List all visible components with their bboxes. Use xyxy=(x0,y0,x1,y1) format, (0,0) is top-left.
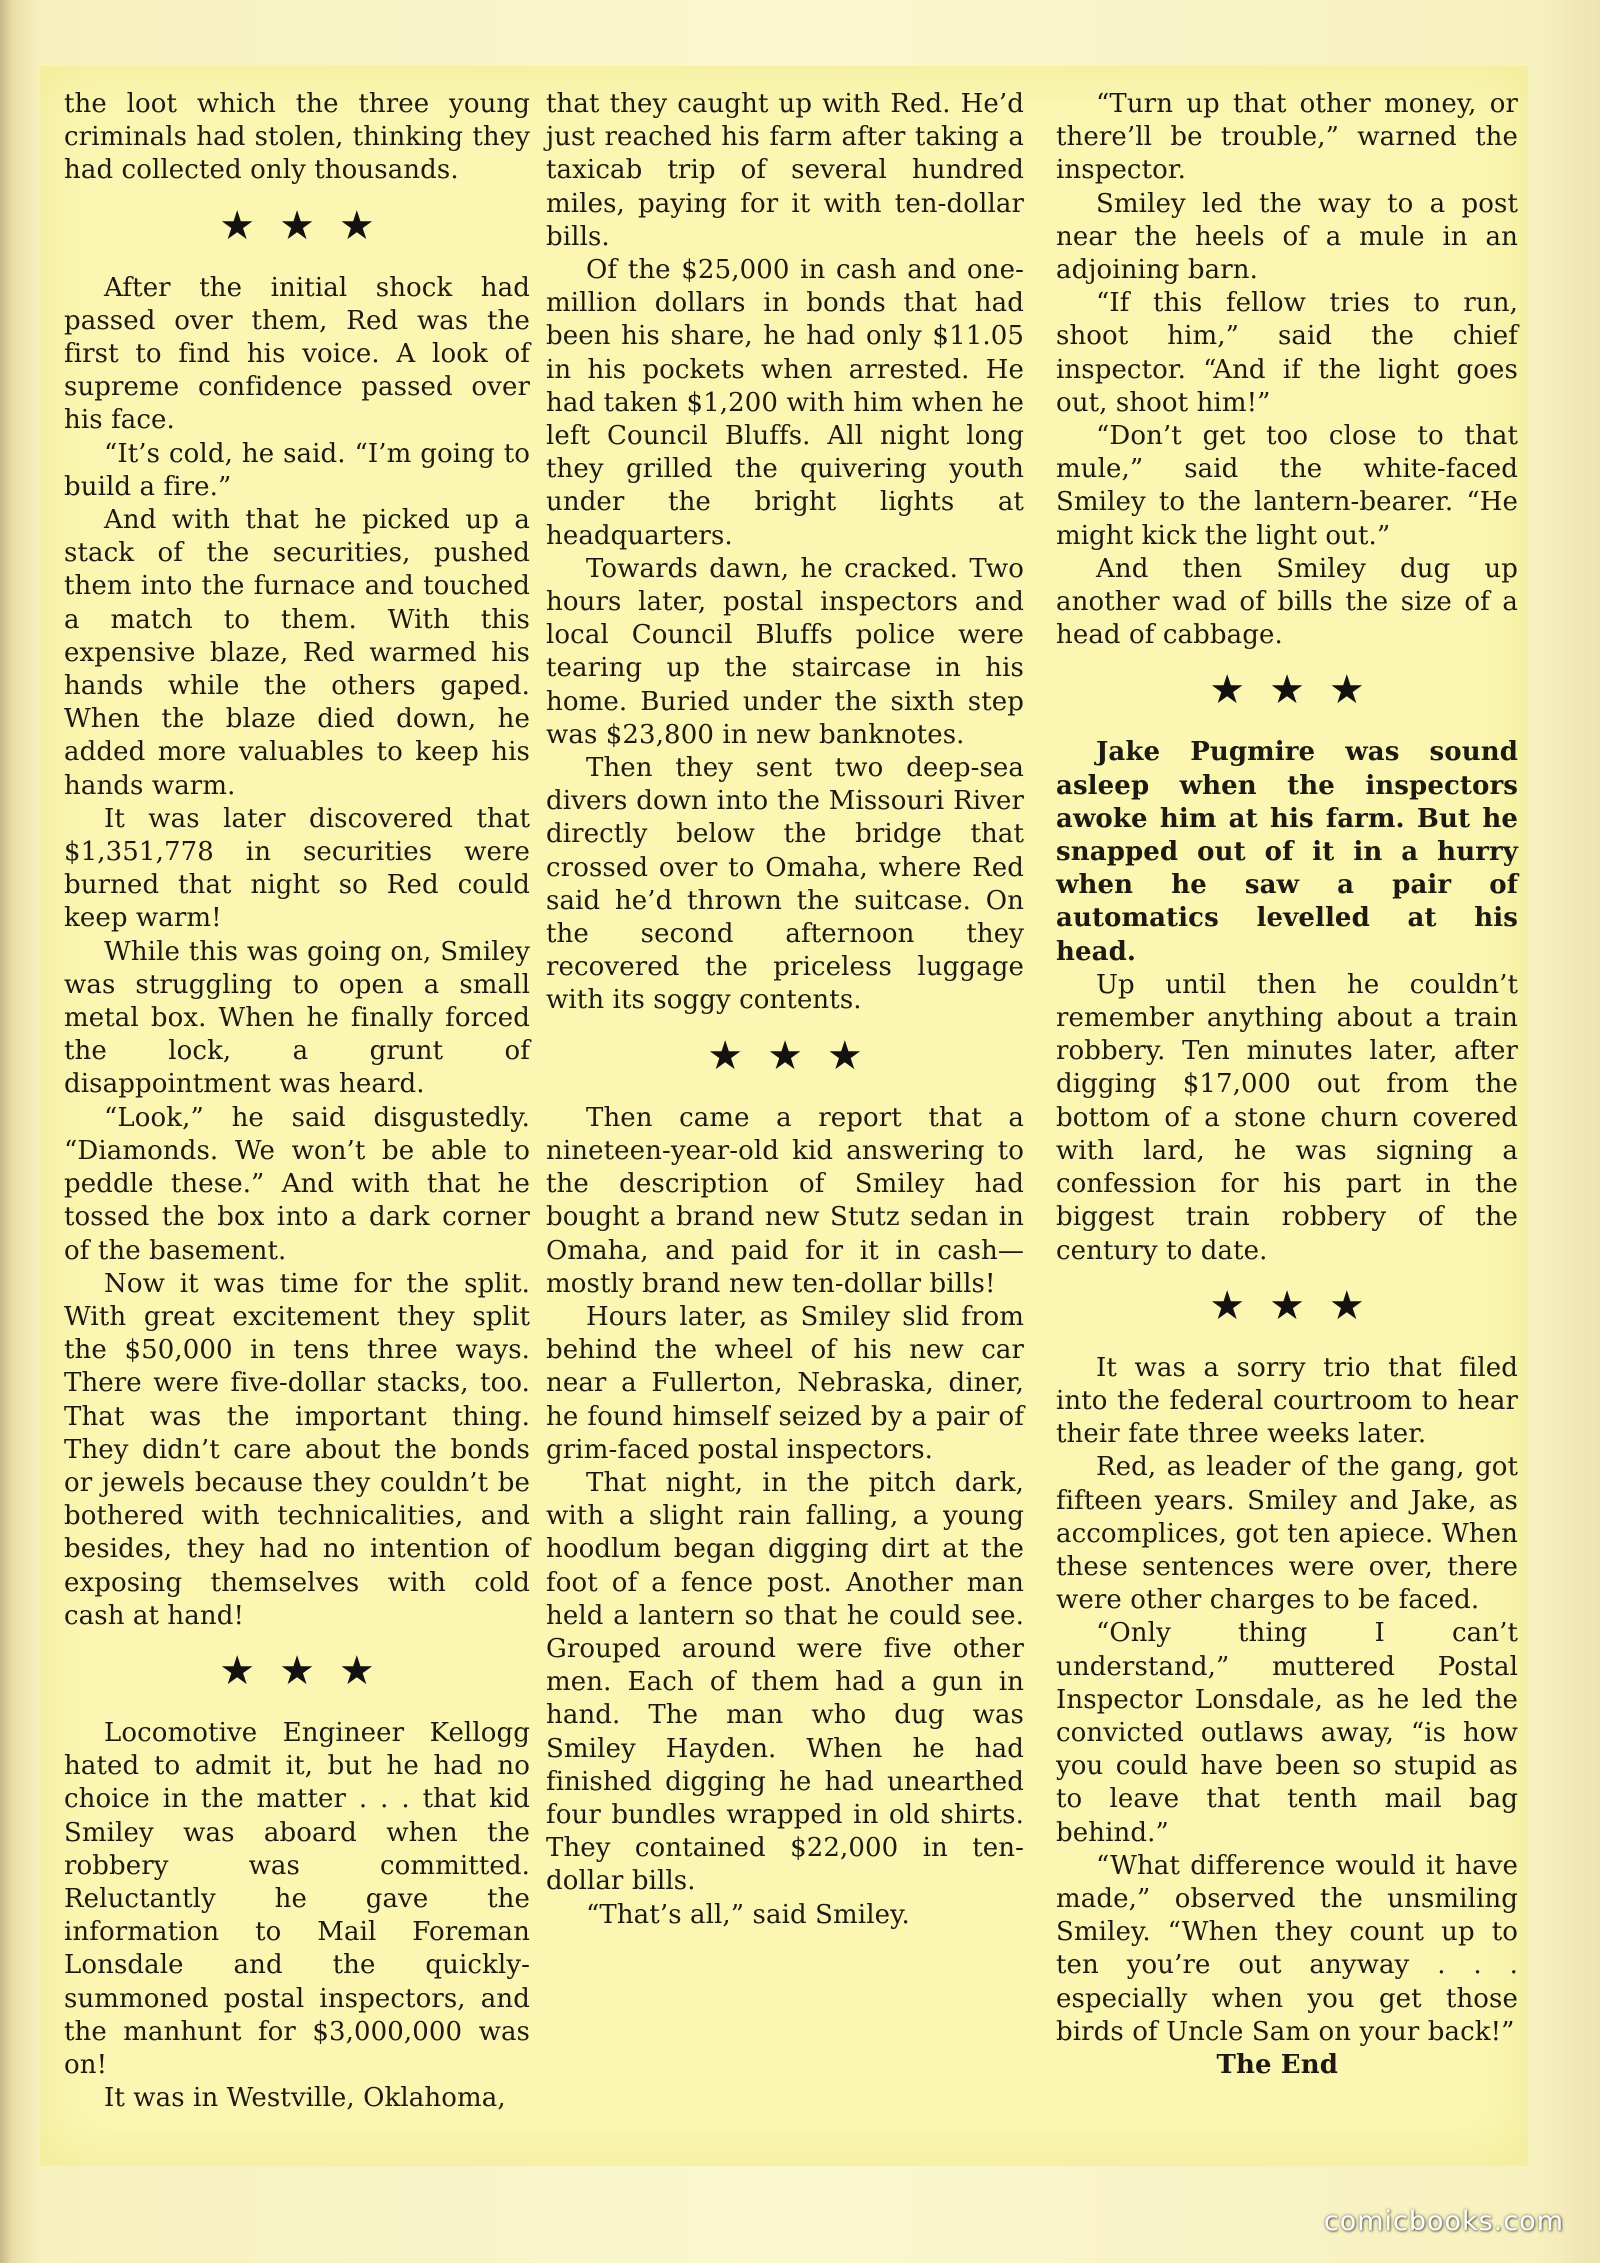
page-panel xyxy=(40,66,1528,2166)
paragraph: Locomotive Engineer Kellogg hated to admit it, but he had no choice in the matter . . . that kid Smiley was aboard when the robbery was committed. Reluctantly he gave the information to Mail Foreman Lonsdale and the quickly-summoned postal inspectors, and the manhunt for $3,000,000 was on! xyxy=(64,1717,530,2080)
section-divider-stars: ★★★ xyxy=(219,202,399,249)
paragraph: Then came a report that a nineteen-year-old kid answering to the description of Smiley had bought a brand new Stutz sedan in Omaha, and paid for it in cash—mostly brand new ten-dollar bills! xyxy=(546,1102,1024,1299)
watermark: comicbooks.com xyxy=(1323,2206,1564,2237)
text-column-1 xyxy=(64,88,530,2115)
paragraph: “Look,” he said disgustedly. “Diamonds. We won’t be able to peddle these.” And with that he tossed the box into a dark corner of the basement. xyxy=(64,1102,530,1266)
paragraph: Then they sent two deep-sea divers down into the Missouri River directly below the bridge that crossed over to Omaha, where Red said he’d thrown the suitcase. On the second afternoon they recovered the priceless luggage with its soggy contents. xyxy=(546,753,1024,1016)
paragraph: Red, as leader of the gang, got fifteen years. Smiley and Jake, as accomplices, got ten apiece. When these sentences were over, there were other charges to be faced. xyxy=(1056,1452,1518,1616)
paragraph: Of the $25,000 in cash and one-million dollars in bonds that had been his share, he had only $11.05 in his pockets when arrested. He had taken $1,200 with him when he left Council Bluffs. All night long they grilled the quivering youth under the bright lights at headquarters. xyxy=(546,255,1024,551)
paragraph: It was later discovered that $1,351,778 in securities were burned that night so Red could keep warm! xyxy=(64,803,530,934)
paragraph: Up until then he couldn’t remember anything about a train robbery. Ten minutes later, after digging $17,000 out from the bottom of a stone churn covered with lard, he was signing a confession for his part in the biggest train robbery of the century to date. xyxy=(1056,969,1518,1266)
section-divider-stars: ★★★ xyxy=(1209,667,1389,714)
paragraph: Jake Pugmire was sound asleep when the inspectors awoke him at his farm. But he snapped out of it in a hurry when he saw a pair of automatics levelled at his head. xyxy=(1056,737,1518,967)
paragraph: “Only thing I can’t understand,” muttered Postal Inspector Lonsdale, as he led the convicted outlaws away, “is how you could have been so stupid as to leave that tenth mail bag behind.” xyxy=(1056,1618,1518,1848)
paragraph: “That’s all,” said Smiley. xyxy=(586,1899,910,1930)
paragraph: “What difference would it have made,” observed the unsmiling Smiley. “When they count up to ten you’re out anyway . . . especially when you get those birds of Uncle Sam on your back!” xyxy=(1056,1850,1518,2047)
paragraph: After the initial shock had passed over them, Red was the first to find his voice. A look of supreme confidence passed over his face. xyxy=(64,272,530,436)
paragraph: that they caught up with Red. He’d just reached his farm after taking a taxicab trip of several hundred miles, paying for it with ten-dollar bills. xyxy=(546,89,1024,252)
paragraph: Hours later, as Smiley slid from behind the wheel of his new car near a Fullerton, Nebraska, diner, he found himself seized by a pair of grim-faced postal inspectors. xyxy=(546,1301,1024,1465)
paragraph: It was a sorry trio that filed into the federal courtroom to hear their fate three weeks later. xyxy=(1056,1352,1518,1450)
paragraph: And with that he picked up a stack of the securities, pushed them into the furnace and touched a match to them. With this expensive blaze, Red warmed his hands while the others gaped. When the blaze died down, he added more valuables to keep his hands warm. xyxy=(64,505,530,801)
section-divider-stars: ★★★ xyxy=(707,1032,887,1079)
paragraph: “If this fellow tries to run, shoot him,” said the chief inspector. “And if the light goes out, shoot him!” xyxy=(1056,288,1518,418)
paragraph: That night, in the pitch dark, with a slight rain falling, a young hoodlum began digging dirt at the foot of a fence post. Another man held a lantern so that he could see. Grouped around were five other men. Each of them had a gun in hand. The man who dug was Smiley Hayden. When he had finished digging he had unearthed four bundles wrapped in old shirts. They contained $22,000 in ten-dollar bills. xyxy=(546,1467,1024,1897)
paragraph: Towards dawn, he cracked. Two hours later, postal inspectors and local Council Bluffs police were tearing up the staircase in his home. Buried under the sixth step was $23,800 in new banknotes. xyxy=(546,553,1024,750)
text-column-2 xyxy=(546,88,1024,1932)
paragraph: “Turn up that other money, or there’ll be trouble,” warned the inspector. xyxy=(1056,89,1518,186)
paragraph: It was in Westville, Oklahoma, xyxy=(104,2083,506,2114)
paragraph: the loot which the three young criminals had stolen, thinking they had collected only thousands. xyxy=(64,89,530,186)
paragraph: Smiley led the way to a post near the heels of a mule in an adjoining barn. xyxy=(1056,188,1518,286)
text-column-3 xyxy=(1056,88,1518,2082)
section-divider-stars: ★★★ xyxy=(1209,1282,1389,1329)
paragraph: While this was going on, Smiley was struggling to open a small metal box. When he finally forced the lock, a grunt of disappointment was heard. xyxy=(64,936,530,1100)
story-end-label: The End xyxy=(1216,2049,1338,2080)
section-divider-stars: ★★★ xyxy=(219,1647,399,1694)
paragraph: And then Smiley dug up another wad of bills the size of a head of cabbage. xyxy=(1056,553,1518,651)
paragraph: “It’s cold, he said. “I’m going to build a fire.” xyxy=(64,438,530,502)
paragraph: “Don’t get too close to that mule,” said the white-faced Smiley to the lantern-bearer. “He might kick the light out.” xyxy=(1056,421,1518,551)
paragraph: Now it was time for the split. With great excitement they split the $50,000 in tens three ways. There were five-dollar stacks, too. That was the important thing. They didn’t care about the bonds or jewels because they couldn’t be bothered with technicalities, and besides, they had no intention of exposing themselves with cold cash at hand! xyxy=(64,1268,530,1631)
